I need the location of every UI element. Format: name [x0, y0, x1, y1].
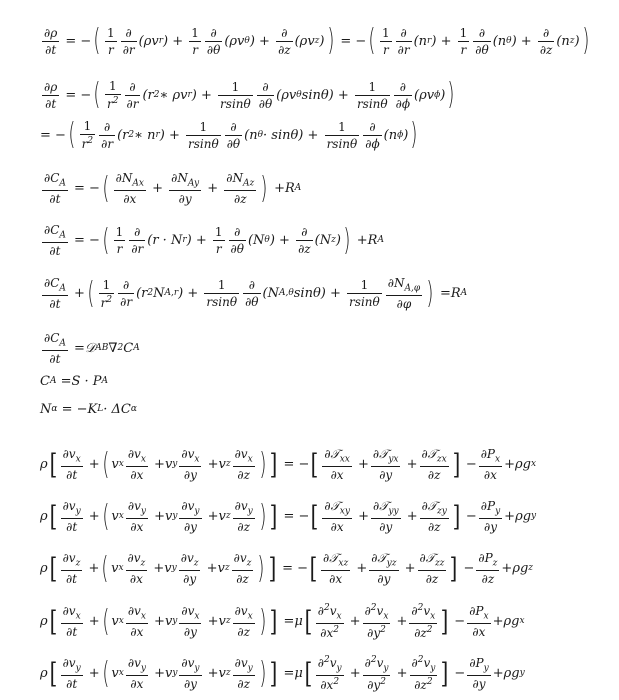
equation-partial-pressure: C A = S · P A — [40, 374, 109, 389]
equation-species-cartesian: $\frac{\partial C_A}{\partial t}$ = − ( $\frac{\partial N_{Ax}}{\partial x}$ + $\frac{\partial N_{Ay}}{\partial y}$ + $\frac{\partial N_{Az}}{\partial z}$ ) + R A — [44, 170, 302, 207]
equation-continuity-cartesian-general: $\frac{\partial\rho}{\partial t}$ = − ( $\frac{1}{r}$ $\frac{\partial}{\partial r}$ (ρv r ) + $\frac{1}{r}$ $\frac{\partial}{\partial\theta}$ (ρv θ ) + $\frac{\partial}{\partial z}$ (ρv z ) ) = − ( $\frac{1}{r}$ $\frac{\partial}{\partial r}$ (n r ) + $\frac{1}{r}$ $\frac{\partial}{\partial\theta}$ (n θ ) + $\frac{\partial}{\partial z}$ (n z ) ) — [44, 23, 589, 58]
equation-momentum-x: ρ [ $\frac{\partial v_x}{\partial t}$ + ( v x $\frac{\partial v_x}{\partial x}$ + v y $\frac{\partial v_x}{\partial y}$ + v z $\frac{\partial v_x}{\partial z}$ ) ] = − [ $\frac{\partial 𝒯_{xx}}{\partial x}$ + $\frac{\partial 𝒯_{yx}}{\partial y}$ + $\frac{\partial 𝒯_{zx}}{\partial z}$ ] − $\frac{\partial P_x}{\partial x}$ + ρg x — [40, 446, 537, 483]
equation-continuity-spherical: $\frac{\partial\rho}{\partial t}$ = − ( $\frac{1}{r^2}$ $\frac{\partial}{\partial r}$ (r 2 ∗ ρv r ) + $\frac{1}{rsin\theta}$ $\frac{\partial}{\partial\theta}$ (ρv θ sinθ) + $\frac{1}{rsin\theta}$ $\frac{\partial}{\partial\phi}$ (ρv ϕ ) ) — [44, 77, 455, 112]
equation-mass-transfer: N α = − K L · ΔC α — [40, 402, 137, 417]
equation-species-spherical: $\frac{\partial C_A}{\partial t}$ + ( $\frac{1}{r^2}$ $\frac{\partial}{\partial r}$ (r 2 N A,r ) + $\frac{1}{rsin\theta}$ $\frac{\partial}{\partial\theta}$ (N A,θ sinθ) + $\frac{1}{rsin\theta}$ $\frac{\partial N_{A,\varphi}}{\partial\varphi}$ ) = R A — [44, 275, 468, 312]
equation-momentum-z: ρ [ $\frac{\partial v_z}{\partial t}$ + ( v x $\frac{\partial v_z}{\partial x}$ + v y $\frac{\partial v_z}{\partial y}$ + v z $\frac{\partial v_z}{\partial z}$ ) ] = − [ $\frac{\partial 𝒯_{xz}}{\partial x}$ + $\frac{\partial 𝒯_{yz}}{\partial y}$ + $\frac{\partial 𝒯_{zz}}{\partial z}$ ] − $\frac{\partial P_z}{\partial z}$ + ρg z — [40, 550, 534, 587]
equation-species-cylindrical: $\frac{\partial C_A}{\partial t}$ = − ( $\frac{1}{r}$ $\frac{\partial}{\partial r}$ (r · N r ) + $\frac{1}{r}$ $\frac{\partial}{\partial\theta}$ (N θ ) + $\frac{\partial}{\partial z}$ (N z ) ) + R A — [44, 222, 384, 259]
equation-momentum-y: ρ [ $\frac{\partial v_y}{\partial t}$ + ( v x $\frac{\partial v_y}{\partial x}$ + v y $\frac{\partial v_y}{\partial y}$ + v z $\frac{\partial v_y}{\partial z}$ ) ] = − [ $\frac{\partial 𝒯_{xy}}{\partial x}$ + $\frac{\partial 𝒯_{yy}}{\partial y}$ + $\frac{\partial 𝒯_{zy}}{\partial z}$ ] − $\frac{\partial P_y}{\partial y}$ + ρg y — [40, 498, 537, 535]
equation-navier-stokes-y: ρ [ $\frac{\partial v_y}{\partial t}$ + ( v x $\frac{\partial v_y}{\partial x}$ + v y $\frac{\partial v_y}{\partial y}$ + v z $\frac{\partial v_y}{\partial z}$ ) ] = μ [ $\frac{\partial^2v_y}{\partial x^2}$ + $\frac{\partial^2v_y}{\partial y^2}$ + $\frac{\partial^2v_y}{\partial z^2}$ ] − $\frac{\partial P_y}{\partial y}$ + ρg y — [40, 655, 525, 693]
equation-continuity-spherical-flux: = − ( $\frac{1}{r^2}$ $\frac{\partial}{\partial r}$ (r 2 ∗ n r ) + $\frac{1}{rsin\theta}$ $\frac{\partial}{\partial\theta}$ (n θ · sinθ) + $\frac{1}{rsin\theta}$ $\frac{\partial}{\partial\phi}$ (n ϕ ) ) — [40, 117, 418, 152]
equation-navier-stokes-x: ρ [ $\frac{\partial v_x}{\partial t}$ + ( v x $\frac{\partial v_x}{\partial x}$ + v y $\frac{\partial v_x}{\partial y}$ + v z $\frac{\partial v_x}{\partial z}$ ) ] = μ [ $\frac{\partial^2v_x}{\partial x^2}$ + $\frac{\partial^2v_x}{\partial y^2}$ + $\frac{\partial^2v_x}{\partial z^2}$ ] − $\frac{\partial P_x}{\partial x}$ + ρg x — [40, 603, 525, 641]
equation-diffusion: $\frac{\partial C_A}{\partial t}$ = 𝒟 AB ∇ 2 C A — [44, 331, 140, 367]
